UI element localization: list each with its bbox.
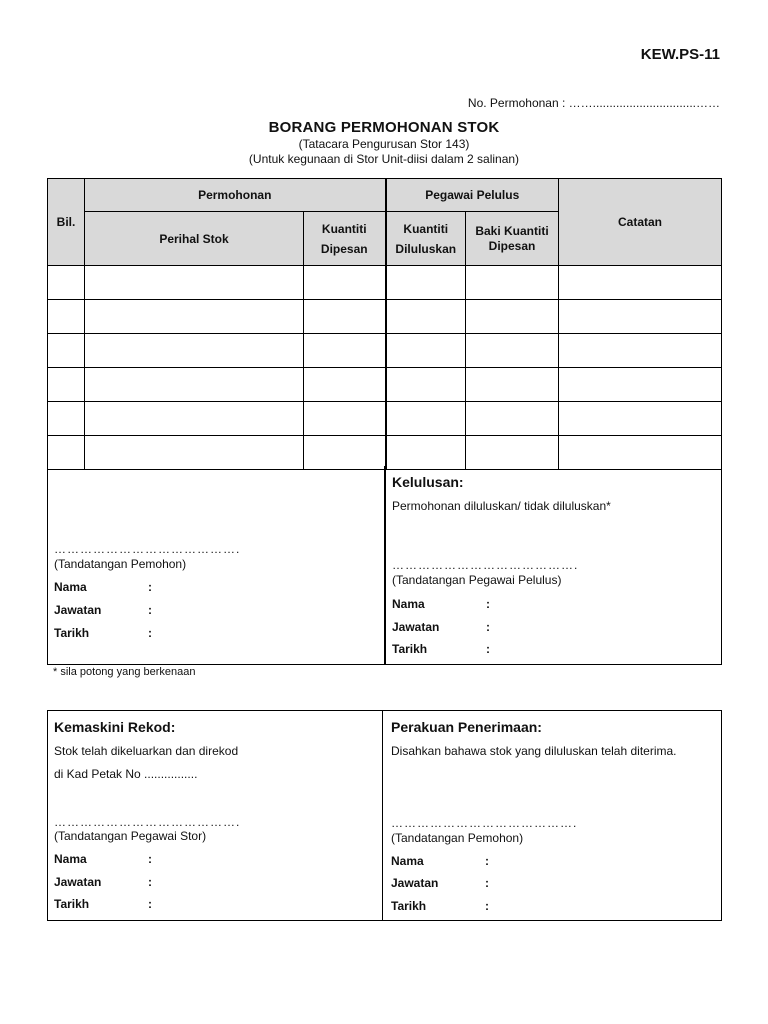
cell-diluluskan[interactable]: [386, 368, 466, 402]
cell-bil[interactable]: [48, 402, 85, 436]
header-pegawai-pelulus: Pegawai Pelulus: [386, 179, 559, 212]
header-kuantiti-dipesan-line2: Dipesan: [320, 241, 368, 256]
stor-jawatan-row[interactable]: [54, 875, 254, 889]
cell-dipesan[interactable]: [304, 436, 386, 470]
form-title: BORANG PERMOHONAN STOK: [268, 119, 500, 136]
stor-signature-line[interactable]: …………………………………….: [54, 815, 241, 829]
cell-diluluskan[interactable]: [386, 402, 466, 436]
header-kuantiti-dipesan: [304, 212, 386, 266]
section-divider: [382, 711, 383, 920]
colon: :: [148, 580, 152, 594]
cell-diluluskan[interactable]: [386, 436, 466, 470]
cell-diluluskan[interactable]: [386, 266, 466, 300]
kemaskini-text-1: Stok telah dikeluarkan dan direkod: [54, 744, 239, 758]
colon: :: [148, 626, 152, 640]
penerima-signature-label: (Tandatangan Pemohon): [391, 831, 524, 845]
cell-dipesan[interactable]: [304, 300, 386, 334]
footnote: * sila potong yang berkenaan: [53, 666, 196, 678]
colon: :: [485, 854, 489, 868]
pelulus-tarikh-row[interactable]: [392, 642, 592, 656]
cell-dipesan[interactable]: [304, 402, 386, 436]
header-permohonan: Permohonan: [85, 179, 386, 212]
bottom-section: [47, 710, 722, 921]
pemohon-jawatan-label: Jawatan: [54, 603, 102, 617]
form-subtitle-1: (Tatacara Pengurusan Stor 143): [298, 137, 470, 151]
cell-catatan[interactable]: [559, 402, 722, 436]
signature-section: [47, 466, 722, 665]
cell-baki[interactable]: [466, 368, 559, 402]
pelulus-signature-label: (Tandatangan Pegawai Pelulus): [392, 573, 562, 587]
stor-nama-row[interactable]: [54, 852, 254, 866]
cell-perihal[interactable]: [85, 368, 304, 402]
stor-nama-label: Nama: [54, 852, 87, 866]
header-kuantiti-diluluskan-line2: Diluluskan: [395, 241, 457, 256]
cell-bil[interactable]: [48, 368, 85, 402]
pemohon-tarikh-label: Tarikh: [54, 626, 90, 640]
penerima-nama-row[interactable]: [391, 854, 591, 868]
stock-request-table: [47, 178, 722, 470]
colon: :: [148, 852, 152, 866]
penerima-tarikh-label: Tarikh: [391, 899, 427, 913]
cell-diluluskan[interactable]: [386, 334, 466, 368]
header-baki-line1: Baki Kuantiti: [475, 223, 549, 238]
cell-dipesan[interactable]: [304, 368, 386, 402]
colon: :: [486, 642, 490, 656]
cell-catatan[interactable]: [559, 334, 722, 368]
pemohon-jawatan-row[interactable]: [54, 603, 254, 617]
header-baki-kuantiti: [466, 212, 559, 266]
cell-perihal[interactable]: [85, 266, 304, 300]
pelulus-tarikh-label: Tarikh: [392, 642, 428, 656]
stor-tarikh-row[interactable]: [54, 897, 254, 911]
cell-diluluskan[interactable]: [386, 300, 466, 334]
cell-dipesan[interactable]: [304, 334, 386, 368]
header-baki-line2: Dipesan: [488, 238, 536, 253]
pelulus-nama-label: Nama: [392, 597, 425, 611]
pemohon-signature-line[interactable]: …………………………………….: [54, 542, 241, 556]
table-row: [48, 300, 722, 334]
pemohon-tarikh-row[interactable]: [54, 626, 254, 640]
stor-signature-label: (Tandatangan Pegawai Stor): [54, 829, 207, 843]
table-row: [48, 334, 722, 368]
kelulusan-heading: Kelulusan:: [392, 474, 464, 490]
penerima-nama-label: Nama: [391, 854, 424, 868]
kelulusan-text: Permohonan diluluskan/ tidak diluluskan*: [392, 499, 611, 513]
header-kuantiti-diluluskan-line1: Kuantiti: [403, 221, 449, 236]
cell-catatan[interactable]: [559, 436, 722, 470]
header-bil: Bil.: [48, 179, 85, 266]
cell-baki[interactable]: [466, 436, 559, 470]
header-perihal-stok: Perihal Stok: [85, 212, 304, 266]
pelulus-signature-line[interactable]: …………………………………….: [392, 558, 579, 572]
colon: :: [486, 597, 490, 611]
cell-bil[interactable]: [48, 300, 85, 334]
header-catatan: Catatan: [559, 179, 722, 266]
form-code: KEW.PS-11: [640, 46, 720, 63]
table-row: [48, 402, 722, 436]
form-subtitle-2: (Untuk kegunaan di Stor Unit-diisi dalam 2 salinan): [248, 152, 520, 166]
cell-bil[interactable]: [48, 334, 85, 368]
pelulus-jawatan-row[interactable]: [392, 620, 592, 634]
pemohon-nama-row[interactable]: [54, 580, 254, 594]
kemaskini-text-2[interactable]: di Kad Petak No ................: [54, 767, 198, 781]
section-divider: [384, 466, 386, 664]
cell-catatan[interactable]: [559, 266, 722, 300]
penerima-signature-line[interactable]: …………………………………….: [391, 816, 578, 830]
colon: :: [485, 899, 489, 913]
colon: :: [148, 897, 152, 911]
perakuan-heading: Perakuan Penerimaan:: [391, 719, 542, 735]
pemohon-signature-label: (Tandatangan Pemohon): [54, 557, 187, 571]
pelulus-jawatan-label: Jawatan: [392, 620, 440, 634]
cell-baki[interactable]: [466, 402, 559, 436]
cell-perihal[interactable]: [85, 334, 304, 368]
header-kuantiti-dipesan-line1: Kuantiti: [321, 221, 367, 236]
cell-baki[interactable]: [466, 300, 559, 334]
table-row: [48, 266, 722, 300]
cell-perihal[interactable]: [85, 300, 304, 334]
header-kuantiti-diluluskan: [386, 212, 466, 266]
cell-baki[interactable]: [466, 266, 559, 300]
no-permohonan-field[interactable]: No. Permohonan : ……...............................……: [467, 96, 720, 110]
cell-perihal[interactable]: [85, 402, 304, 436]
colon: :: [485, 876, 489, 890]
cell-bil[interactable]: [48, 436, 85, 470]
kemaskini-heading: Kemaskini Rekod:: [54, 719, 176, 735]
perakuan-text: Disahkan bahawa stok yang diluluskan telah diterima.: [391, 744, 677, 758]
stor-jawatan-label: Jawatan: [54, 875, 102, 889]
cell-baki[interactable]: [466, 334, 559, 368]
penerima-tarikh-row[interactable]: [391, 899, 591, 913]
colon: :: [148, 875, 152, 889]
cell-dipesan[interactable]: [304, 266, 386, 300]
colon: :: [148, 603, 152, 617]
penerima-jawatan-label: Jawatan: [391, 876, 439, 890]
table-row: [48, 368, 722, 402]
cell-perihal[interactable]: [85, 436, 304, 470]
table-row: [48, 436, 722, 470]
cell-catatan[interactable]: [559, 368, 722, 402]
colon: :: [486, 620, 490, 634]
cell-bil[interactable]: [48, 266, 85, 300]
cell-catatan[interactable]: [559, 300, 722, 334]
pelulus-nama-row[interactable]: [392, 597, 592, 611]
pemohon-nama-label: Nama: [54, 580, 87, 594]
penerima-jawatan-row[interactable]: [391, 876, 591, 890]
stor-tarikh-label: Tarikh: [54, 897, 90, 911]
